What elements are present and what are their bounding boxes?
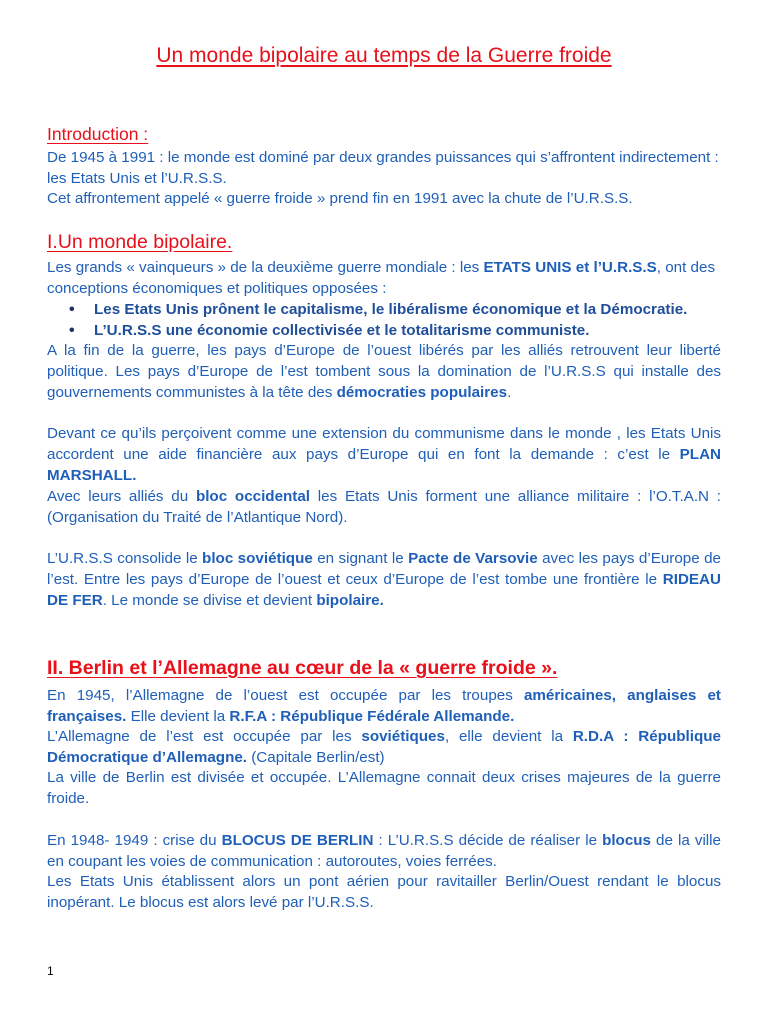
introduction-paragraph-2: Cet affrontement appelé « guerre froide » prend fin en 1991 avec la chute de l’U.R.S.S. [47,190,633,207]
section-1-paragraph-2: A la fin de la guerre, les pays d’Europe de l’ouest libérés par les alliés retrouvent leur liberté politique. Les pays d’Europe de l’est tombent sous la domination de l’U.R.S.S qui installe des gouvernements communistes à la tête des démocraties populaires. [47,342,721,401]
document-page [47,0,721,1024]
section-2-paragraph-5: Les Etats Unis établissent alors un pont aérien pour ravitailler Berlin/Ouest rendant le blocus inopérant. Le blocus est alors levé par l’U.R.S.S. [47,873,721,911]
section-1-paragraph-1: Les grands « vainqueurs » de la deuxième guerre mondiale : les ETATS UNIS et l’U.R.S.S, ont des conceptions économiques et politiques opposées : [47,259,716,297]
section-1-heading: I.Un monde bipolaire. [47,231,233,253]
document-title: Un monde bipolaire au temps de la Guerre froide [156,44,612,67]
section-1-paragraph-5: L’U.R.S.S consolide le bloc soviétique en signant le Pacte de Varsovie avec les pays d’Europe de l’est. Entre les pays d’Europe de l’ouest et ceux d’Europe de l’est tombe une frontière le RIDEAU DE FER. Le monde se divise et devient bipolaire. [47,550,721,609]
section-1-paragraph-3: Devant ce qu’ils perçoivent comme une extension du communisme dans le monde , les Etats Unis accordent une aide financière aux pays d’Europe qui en font la demande : c’est le PLAN MARSHALL. [47,425,721,484]
section-2-paragraph-2: L’Allemagne de l’est est occupée par les soviétiques, elle devient la R.D.A : République Démocratique d’Allemagne. (Capitale Berlin/est) [47,728,721,766]
introduction-paragraph-1: De 1945 à 1991 : le monde est dominé par deux grandes puissances qui s’affrontent indirectement : les Etats Unis et l’U.R.S.S. [47,149,719,187]
page-number: 1 [47,964,54,978]
section-2-paragraph-4: En 1948- 1949 : crise du BLOCUS DE BERLIN : L’U.R.S.S décide de réaliser le blocus de la ville en coupant les voies de communication : autoroutes, voies ferrées. [47,832,722,870]
bullet-item-usa: • Les Etats Unis prônent le capitalisme, le libéralisme économique et la Démocratie. [47,299,721,320]
bullet-item-urss: • L’U.R.S.S une économie collectivisée et le totalitarisme communiste. [47,320,721,341]
section-1-paragraph-4: Avec leurs alliés du bloc occidental les Etats Unis forment une alliance militaire : l’O.T.A.N : (Organisation du Traité de l’Atlantique Nord). [47,488,721,526]
section-2-heading: II. Berlin et l’Allemagne au cœur de la « guerre froide ». [47,657,558,679]
introduction-heading: Introduction : [47,124,149,144]
section-2-paragraph-3: La ville de Berlin est divisée et occupée. L’Allemagne connait deux crises majeures de la guerre froide. [47,769,721,807]
section-1-bullet-list [47,299,721,341]
section-2-paragraph-1: En 1945, l’Allemagne de l’ouest est occupée par les troupes américaines, anglaises et françaises. Elle devient la R.F.A : République Fédérale Allemande. [47,687,721,725]
